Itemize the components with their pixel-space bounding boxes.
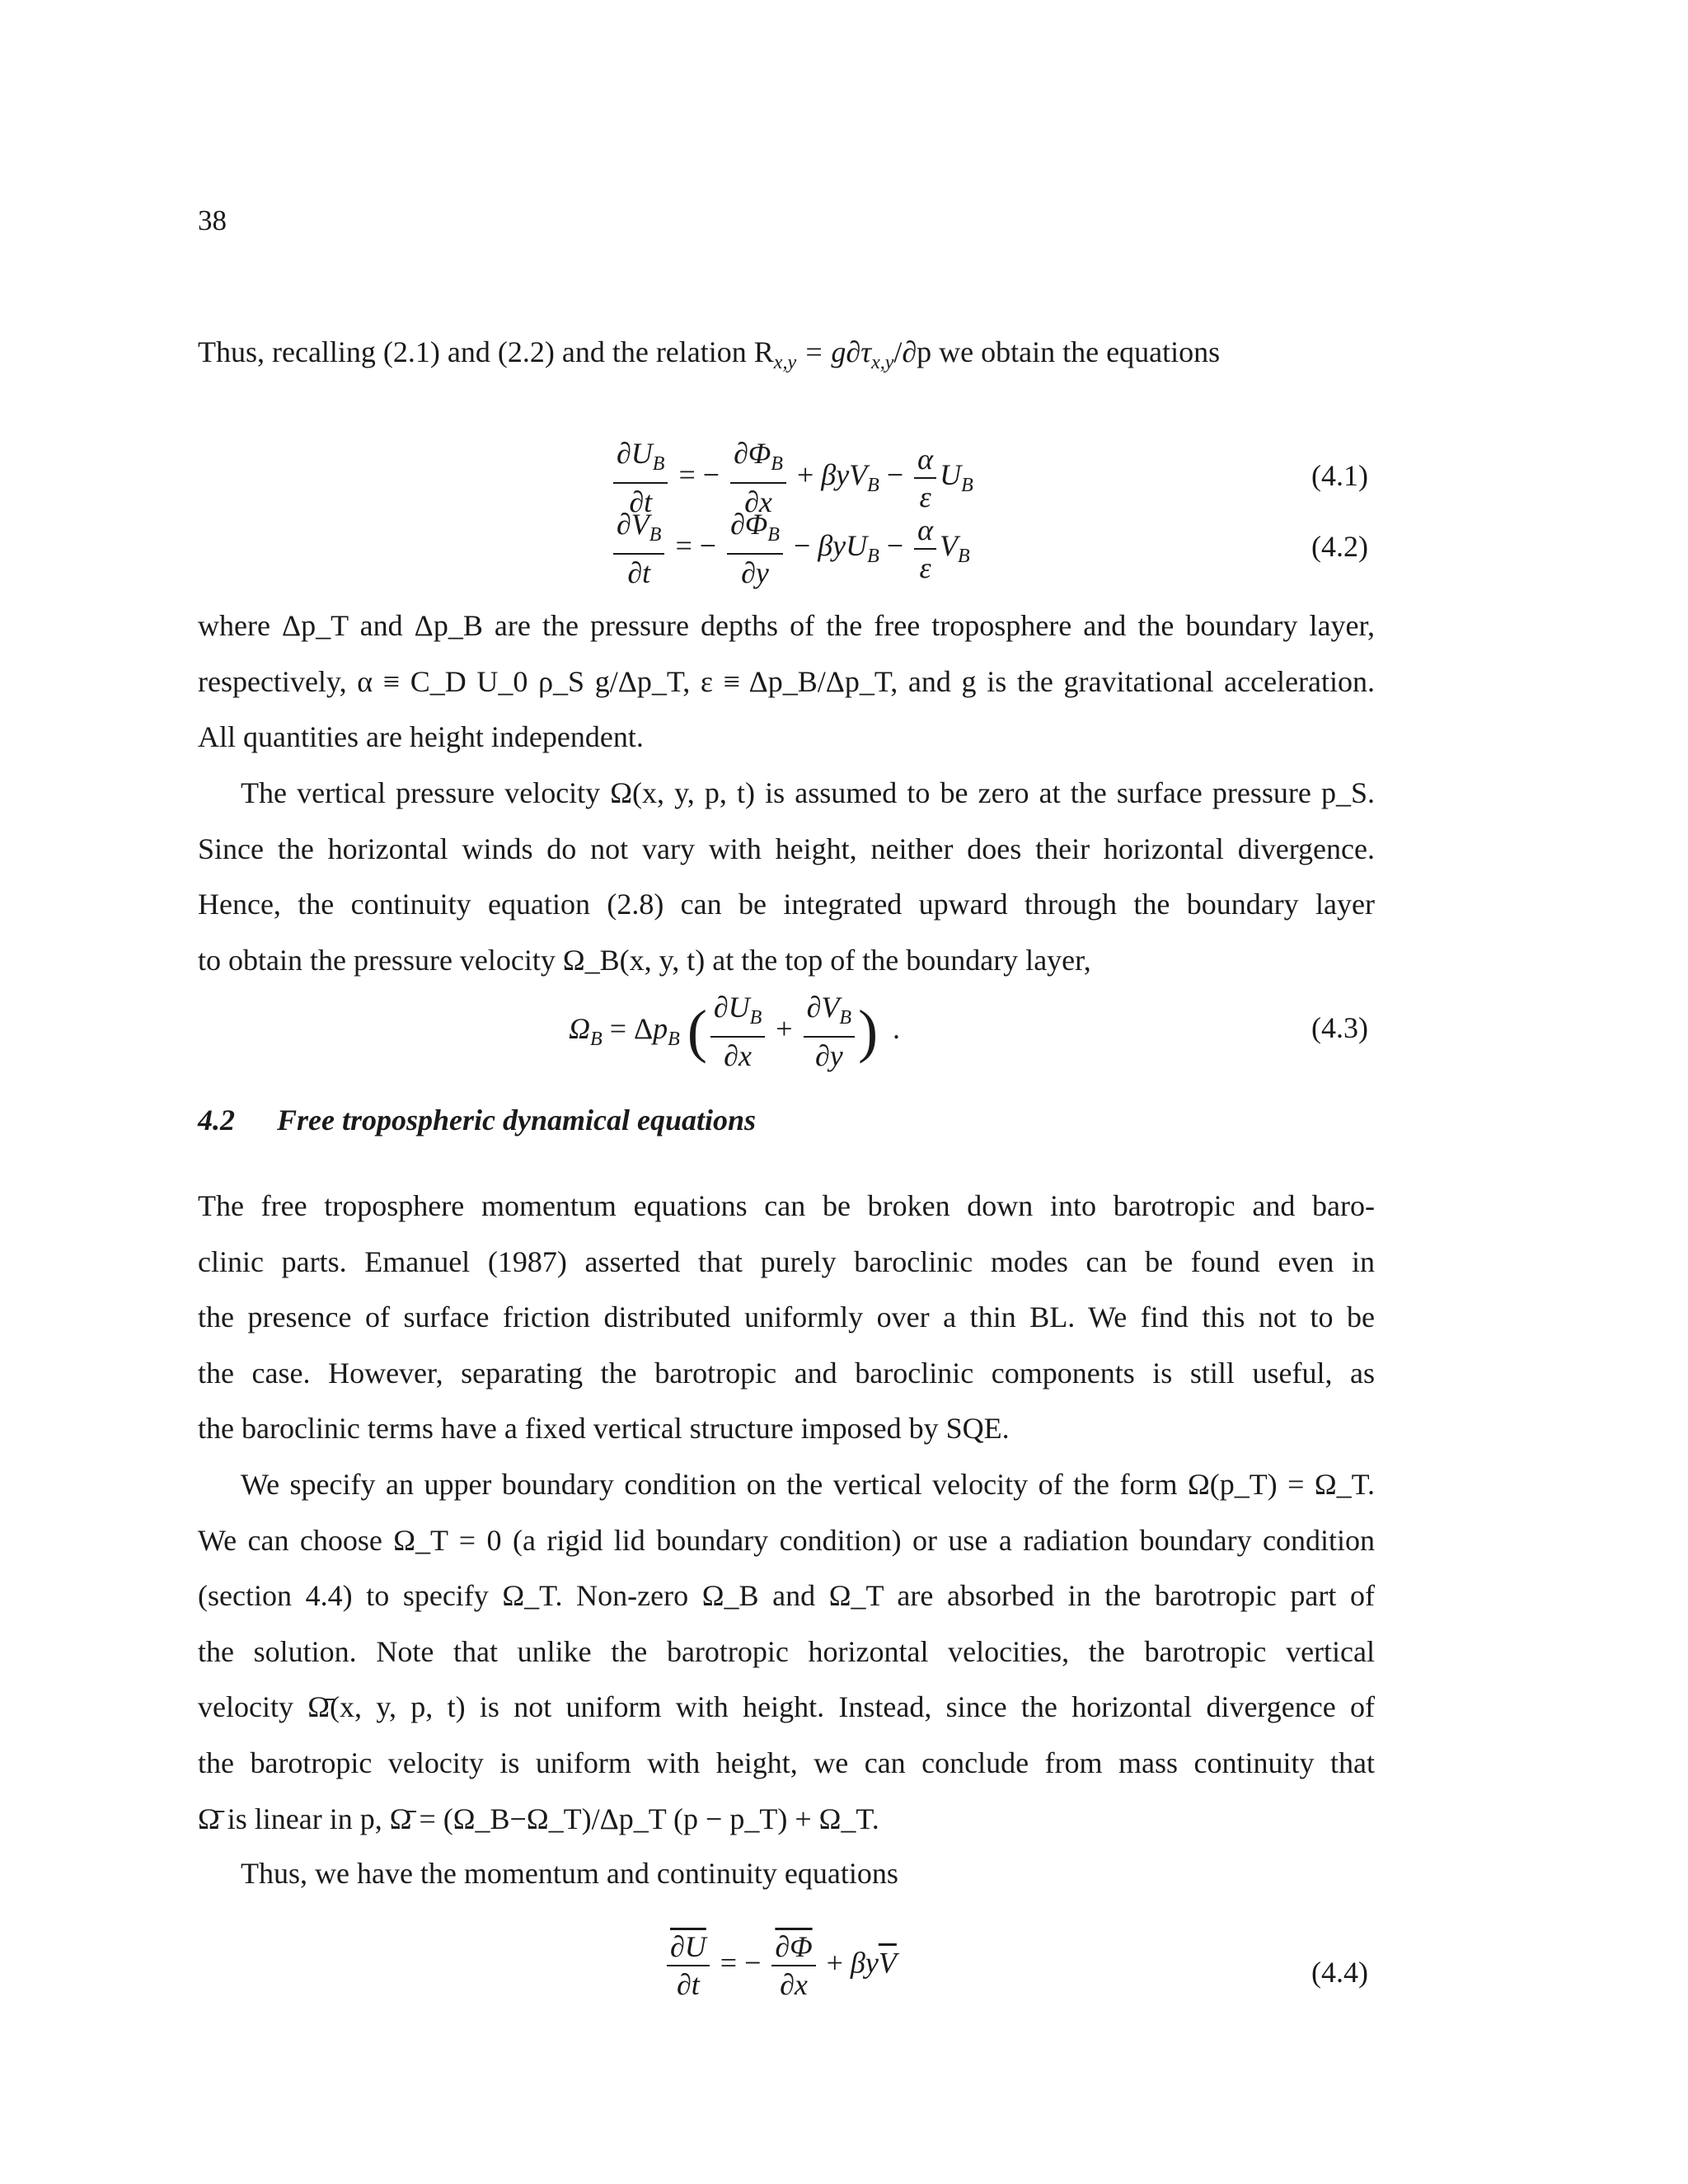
text-line: Thus, we have the momentum and continuity equations xyxy=(241,1857,898,1890)
paragraph-2 xyxy=(198,766,1375,988)
text-line: We can choose Ω_T = 0 (a rigid lid boundary condition) or use a radiation boundary condition xyxy=(198,1523,1375,1557)
text-line: All quantities are height independent. xyxy=(198,720,644,754)
page-number: 38 xyxy=(198,204,227,237)
text-line: the presence of surface friction distributed uniformly over a thin BL. We find this not to be xyxy=(198,1301,1375,1334)
text-line: velocity Ω̄(x, y, p, t) is not uniform with height. Instead, since the horizontal divergence of xyxy=(198,1690,1375,1724)
text-line: Since the horizontal winds do not vary with height, neither does their horizontal divergence. xyxy=(198,832,1375,865)
equation-4-4: $\frac{\partial U}{\partial t}$ = − $\frac{\partial\Phi}{\partial x}$ + $\beta y\overline{V}$ xyxy=(663,1929,897,2003)
text-line: where Δp_T and Δp_B are the pressure depths of the free troposphere and the boundary layer, xyxy=(198,609,1375,642)
text-line: respectively, α ≡ C_D U_0 ρ_S g/Δp_T, ε ≡ Δp_B/Δp_T, and g is the gravitational acceleration. xyxy=(198,664,1375,698)
text-line: to obtain the pressure velocity Ω_B(x, y, t) at the top of the boundary layer, xyxy=(198,943,1091,977)
text-line: Hence, the continuity equation (2.8) can be integrated upward through the boundary layer xyxy=(198,888,1375,921)
intro-line: Thus, recalling (2.1) and (2.2) and the relation $R_{x,y} = g\partial\tau_{x,y}/\partial p$ we obtain the equations xyxy=(198,335,1221,374)
text-line: the case. However, separating the barotropic and baroclinic components is still useful, as xyxy=(198,1356,1375,1390)
equation-4-3-number: (4.3) xyxy=(1311,1011,1368,1044)
text-line: clinic parts. Emanuel (1987) asserted that purely baroclinic modes can be found even in xyxy=(198,1244,1375,1278)
text-line: the solution. Note that unlike the barotropic horizontal velocities, the barotropic vertical xyxy=(198,1634,1375,1668)
text-line: (section 4.4) to specify Ω_T. Non-zero Ω_B and Ω_T are absorbed in the barotropic part of xyxy=(198,1579,1375,1613)
section-heading xyxy=(198,1103,756,1137)
text-line: the baroclinic terms have a fixed vertical structure imposed by SQE. xyxy=(198,1412,1010,1446)
section-title: Free tropospheric dynamical equations xyxy=(277,1104,757,1137)
equation-4-1-number: (4.1) xyxy=(1311,459,1368,492)
text-line: Ω̄ is linear in p, Ω̄ = (Ω_B−Ω_T)/Δp_T (p − p_T) + Ω_T. xyxy=(198,1802,879,1835)
intro-paragraph xyxy=(198,325,1375,391)
equation-4-4-number: (4.4) xyxy=(1311,1956,1368,1989)
paragraph-1 xyxy=(198,598,1375,766)
equation-4-1: $\frac{\partial U_B}{\partial t}$ = − $\frac{\partial\Phi_B}{\partial x}$ + βyV$_B$ − $\frac{\alpha}{\varepsilon}$ $U_B$ xyxy=(610,435,973,520)
equation-4-2: $\frac{\partial V_B}{\partial t}$ = − $\frac{\partial\Phi_B}{\partial y}$ − βyU$_B$ − $\frac{\alpha}{\varepsilon}$ $V_B$ xyxy=(610,506,970,591)
equation-4-2-number: (4.2) xyxy=(1311,530,1368,563)
equation-4-3: $\Omega_B = \Delta p_B$ ( $\frac{\partial U_B}{\partial x}$ + $\frac{\partial V_B}{\partial y}$ ) . xyxy=(569,991,901,1073)
text-line: the barotropic velocity is uniform with height, we can conclude from mass continuity that xyxy=(198,1746,1375,1779)
text-line: The vertical pressure velocity Ω(x, y, p, t) is assumed to be zero at the surface pressure p_S. xyxy=(241,776,1375,809)
section-number: 4.2 xyxy=(198,1104,235,1137)
paragraph-4 xyxy=(198,1457,1375,1847)
text-line: We specify an upper boundary condition on the vertical velocity of the form Ω(p_T) = Ω_T. xyxy=(241,1468,1375,1501)
text-line: The free troposphere momentum equations can be broken down into barotropic and baro- xyxy=(198,1189,1375,1222)
paragraph-3 xyxy=(198,1179,1375,1457)
paragraph-5 xyxy=(198,1846,1375,1902)
